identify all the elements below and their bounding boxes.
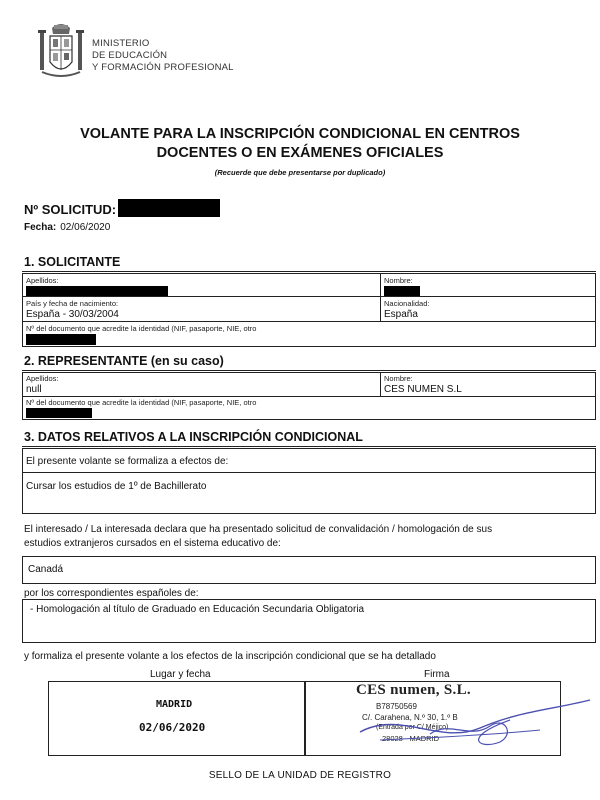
- purpose-value: Cursar los estudios de 1º de Bachillerato: [26, 481, 207, 492]
- section-1-rule: [22, 271, 596, 272]
- declaration-line-2: estudios extranjeros cursados en el sistema educativo de:: [24, 538, 281, 549]
- place-date-box: [48, 681, 305, 756]
- closing-statement: y formaliza el presente volante a los efectos de la inscripción condicional que se ha detallado: [24, 651, 436, 662]
- representative-row-divider: [22, 396, 596, 397]
- birth-value: España - 30/03/2004: [26, 309, 119, 320]
- representative-name-value: CES NUMEN S.L: [384, 384, 462, 395]
- date-label: Fecha:: [24, 222, 57, 233]
- purpose-divider: [22, 472, 596, 473]
- ministry-line-3: Y FORMACIÓN PROFESIONAL: [92, 62, 234, 73]
- section-3-rule: [22, 446, 596, 447]
- country-box: [22, 556, 596, 584]
- redacted-request-number: [118, 199, 220, 217]
- applicant-surname-label: Apellidos:: [26, 276, 59, 285]
- stamp-tax-id: B78750569: [376, 702, 417, 711]
- request-date: [24, 222, 110, 233]
- equivalent-value: - Homologación al título de Graduado en Educación Secundaria Obligatoria: [30, 604, 365, 615]
- purpose-label: El presente volante se formaliza a efectos de:: [26, 456, 229, 467]
- ministry-name: [92, 38, 234, 74]
- signature-label: Firma: [424, 669, 450, 680]
- stamp-city: 28028 - MADRID: [382, 734, 440, 743]
- representative-surname-value: null: [26, 384, 42, 395]
- representative-surname-label: Apellidos:: [26, 374, 59, 383]
- coat-of-arms-icon: [36, 22, 86, 84]
- signing-date-value: 02/06/2020: [139, 721, 206, 734]
- applicant-divider: [380, 273, 381, 321]
- section-3-title: 3. DATOS RELATIVOS A LA INSCRIPCIÓN CONDICIONAL: [24, 430, 363, 444]
- section-2-title: 2. REPRESENTANTE (en su caso): [24, 354, 224, 368]
- stamp-company-name: CES numen, S.L.: [356, 682, 471, 698]
- redacted-applicant-id: [26, 334, 96, 345]
- document-title-line-2: DOCENTES O EN EXÁMENES OFICIALES: [156, 145, 444, 161]
- representative-name-label: Nombre:: [384, 374, 413, 383]
- section-2-rule: [22, 370, 596, 371]
- birth-label: País y fecha de nacimiento:: [26, 299, 119, 308]
- section-1-title: 1. SOLICITANTE: [24, 255, 121, 269]
- redacted-applicant-surname: [26, 286, 168, 296]
- handwritten-signature: [340, 690, 600, 760]
- applicant-row-divider-1: [22, 296, 596, 297]
- place-date-label: Lugar y fecha: [150, 669, 211, 680]
- equivalent-label: por los correspondientes españoles de:: [24, 588, 199, 599]
- date-value: 02/06/2020: [60, 222, 111, 233]
- applicant-id-label: Nº del documento que acredite la identidad (NIF, pasaporte, NIE, otro: [26, 324, 257, 333]
- duplicate-note: (Recuerde que debe presentarse por duplicado): [214, 168, 386, 177]
- ministry-line-1: MINISTERIO: [92, 38, 150, 49]
- nationality-label: Nacionalidad:: [384, 299, 430, 308]
- redacted-representative-id: [26, 408, 92, 418]
- request-number-label: Nº SOLICITUD:: [24, 202, 117, 217]
- document-title-line-1: VOLANTE PARA LA INSCRIPCIÓN CONDICIONAL EN CENTROS: [80, 126, 520, 142]
- declaration-line-1: El interesado / La interesada declara que ha presentado solicitud de convalidación / homologación de sus: [24, 524, 493, 535]
- representative-divider: [380, 372, 381, 396]
- ministry-line-2: DE EDUCACIÓN: [92, 50, 168, 61]
- applicant-name-label: Nombre:: [384, 276, 413, 285]
- applicant-row-divider-2: [22, 321, 596, 322]
- request-number: [24, 199, 220, 217]
- nationality-value: España: [384, 309, 418, 320]
- stamp-entrance: (Entrada por C/ Méjico): [376, 724, 449, 731]
- place-value: MADRID: [156, 699, 193, 710]
- stamp-address: C/. Carahena, N.º 30, 1.º B: [362, 713, 458, 722]
- redacted-applicant-name: [384, 286, 420, 296]
- country-value: Canadá: [28, 564, 64, 575]
- representative-id-label: Nº del documento que acredite la identidad (NIF, pasaporte, NIE, otro: [26, 398, 257, 407]
- registry-seal-label: SELLO DE LA UNIDAD DE REGISTRO: [208, 770, 392, 781]
